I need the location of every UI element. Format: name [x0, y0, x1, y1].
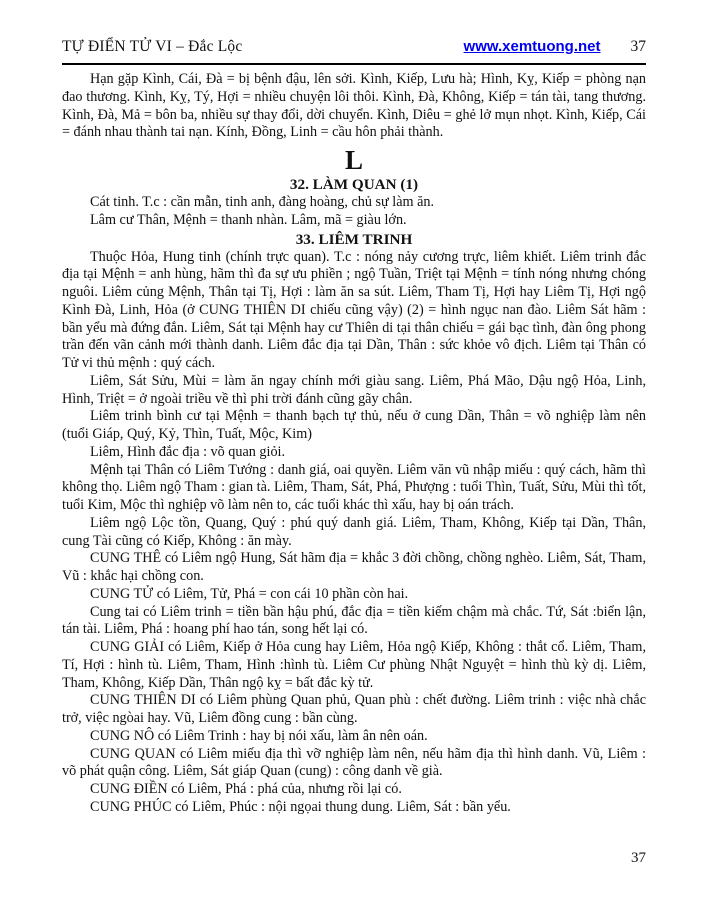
body-paragraph: Cát tinh. T.c : cần mẫn, tinh anh, đàng hoàng, chủ sự làm ăn. — [90, 194, 435, 210]
body-paragraph: CUNG THÊ có Liêm ngộ Hung, Sát hãm địa = khắc 3 đời chồng, chồng nghèo. Liêm, Sát, Tham, Vũ : khắc hại chồng con. — [62, 550, 646, 584]
section-heading-liem-trinh: 33. LIÊM TRINH — [295, 230, 413, 248]
footer-page-number: 37 — [631, 850, 646, 866]
body-paragraph: Mệnh tại Thân có Liêm Tướng : danh giá, oai quyền. Liêm văn vũ nhập miếu : quý cách, hãm thì không thọ. Liêm ngộ Tham : gian tà. Liêm, Tham, Sát, Phá, Phượng : tuổi Thìn, Tuất, Sửu, Mùi thì tốt, tuổi Kim, Mộc thì nghiệp võ làm nên to, các tuổi khác thì xấu, hay bị oán trách. — [62, 461, 646, 513]
website-link[interactable]: www.xemtuong.net — [463, 38, 601, 55]
body-paragraph: CUNG GIẢI có Liêm, Kiếp ở Hỏa cung hay Liêm, Hỏa ngộ Kiếp, Không : thắt cổ. Liêm, Tham, Tí, Hợi : hình tù. Liêm, Tham, Hình :hình tù. Liêm Cư phùng Nhật Nguyệt = hình thù kỳ dị. Liêm, Tham, Không, Kiếp Dần, Thân ngộ kỵ = bất đắc kỳ tử. — [62, 639, 646, 691]
document-page — [62, 38, 646, 817]
header-page-number: 37 — [630, 38, 646, 55]
body-paragraph: CUNG TỬ có Liêm, Tử, Phá = con cái 10 phần còn hai. — [90, 585, 409, 602]
page-body — [62, 71, 646, 817]
body-paragraph: Liêm trinh bình cư tại Mệnh = thanh bạch tự thủ, nếu ở cung Dần, Thân = võ nghiệp làm nên (tuổi Giáp, Quý, Kỷ, Thìn, Tuất, Mộc, Kim) — [62, 408, 646, 442]
body-paragraph: Lâm cư Thân, Mệnh = thanh nhàn. Lâm, mã = giàu lớn. — [90, 211, 407, 228]
section-letter-heading: L — [344, 145, 363, 175]
body-paragraph: Thuộc Hỏa, Hung tinh (chính trực quan). T.c : nóng nảy cương trực, liêm khiết. Liêm trinh đắc địa tại Mệnh = anh hùng, hãm thì đa sự ưu phiền ; ngộ Tuần, Triệt tại Mệnh = tính nóng nhưng chóng nguôi. Liêm củng Mệnh, Thân tại Tị, Hợi : làm ăn sa sút. Liêm, Tham Tị, Hợi hay Liêm Tị, Hợi ngộ Kình Đà, Linh, Hỏa (ở CUNG THIÊN DI chiếu cũng vậy) (2) = hình ngục nan đào. Liêm Sát hãm : bần yểu mà đứng đắn. Liêm, Sát tại Mệnh hay cư Thiên di tại thân chiếu = gái bạc tình, đàn ông phong trần đến vãn cảnh mới thành danh. Liêm đắc địa tại Dần, Thân : sức khỏe vô địch. Liêm tại Thân có Tử vi thủ mệnh : quý cách. — [62, 248, 646, 371]
body-paragraph: CUNG NÔ có Liêm Trinh : hay bị nói xấu, làm ân nên oán. — [90, 727, 428, 744]
body-paragraph: Liêm ngộ Lộc tồn, Quang, Quý : phú quý danh giá. Liêm, Tham, Không, Kiếp tại Dần, Thân, cung Tài cũng có Kiếp, Không : ăn mày. — [62, 514, 646, 549]
body-paragraph: CUNG ĐIỀN có Liêm, Phá : phá của, nhưng rồi lại có. — [90, 781, 402, 797]
body-paragraph: CUNG PHÚC có Liêm, Phúc : nội ngọai thung dung. Liêm, Sát : bần yểu. — [90, 798, 511, 815]
section-heading-lam-quan: 32. LÀM QUAN (1) — [289, 176, 419, 193]
body-paragraph: Liêm, Sát Sửu, Mùi = làm ăn ngay chính mới giàu sang. Liêm, Phá Mão, Dậu ngộ Hỏa, Linh, Hình, Triệt = ở ngoài triều về thì phi trời đánh cũng gãy chân. — [62, 372, 646, 407]
header-divider — [62, 63, 646, 65]
body-paragraph: Hạn gặp Kình, Cái, Đà = bị bệnh đậu, lên sởi. Kình, Kiếp, Lưu hà; Hình, Kỵ, Kiếp = phòng nạn đao thương. Kình, Kỵ, Tý, Hợi = nhiều chuyện lôi thôi. Kình, Đà, Không, Kiếp = tán tài, tang thương. Kình, Đà, Mả = bôn ba, nhiều sự thay đổi, dời chuyển. Kình, Diêu = ghẻ lở mụn nhọt. Kình, Kiếp, Cái = đánh nhau thành tai nạn. Kính, Đồng, Linh = cầu hôn phải thành. — [62, 71, 646, 141]
page-header — [62, 38, 646, 56]
body-paragraph: Cung tai có Liêm trinh = tiền bần hậu phú, đắc địa = tiền kiếm chậm mà chắc. Tứ, Sát :biển lận, tán tài. Liêm, Phá : hoang phí hao tán, song hết lại có. — [62, 603, 646, 638]
header-right-group — [464, 38, 646, 56]
book-title: TỰ ĐIỂN TỬ VI – Đắc Lộc — [62, 38, 243, 55]
body-paragraph: CUNG QUAN có Liêm miếu địa thì vỡ nghiệp làm nên, nếu hãm địa thì hình danh. Vũ, Liêm : võ phát quận công. Liêm, Sát giáp Quan (cung) : công danh về già. — [62, 745, 646, 780]
body-paragraph: CUNG THIÊN DI có Liêm phùng Quan phủ, Quan phù : chết đường. Liêm trinh : việc nhà chắc trở, việc ngòai hay. Vũ, Liêm đồng cung : bần cùng. — [62, 692, 646, 726]
body-paragraph: Liêm, Hình đắc địa : võ quan giỏi. — [90, 443, 286, 460]
